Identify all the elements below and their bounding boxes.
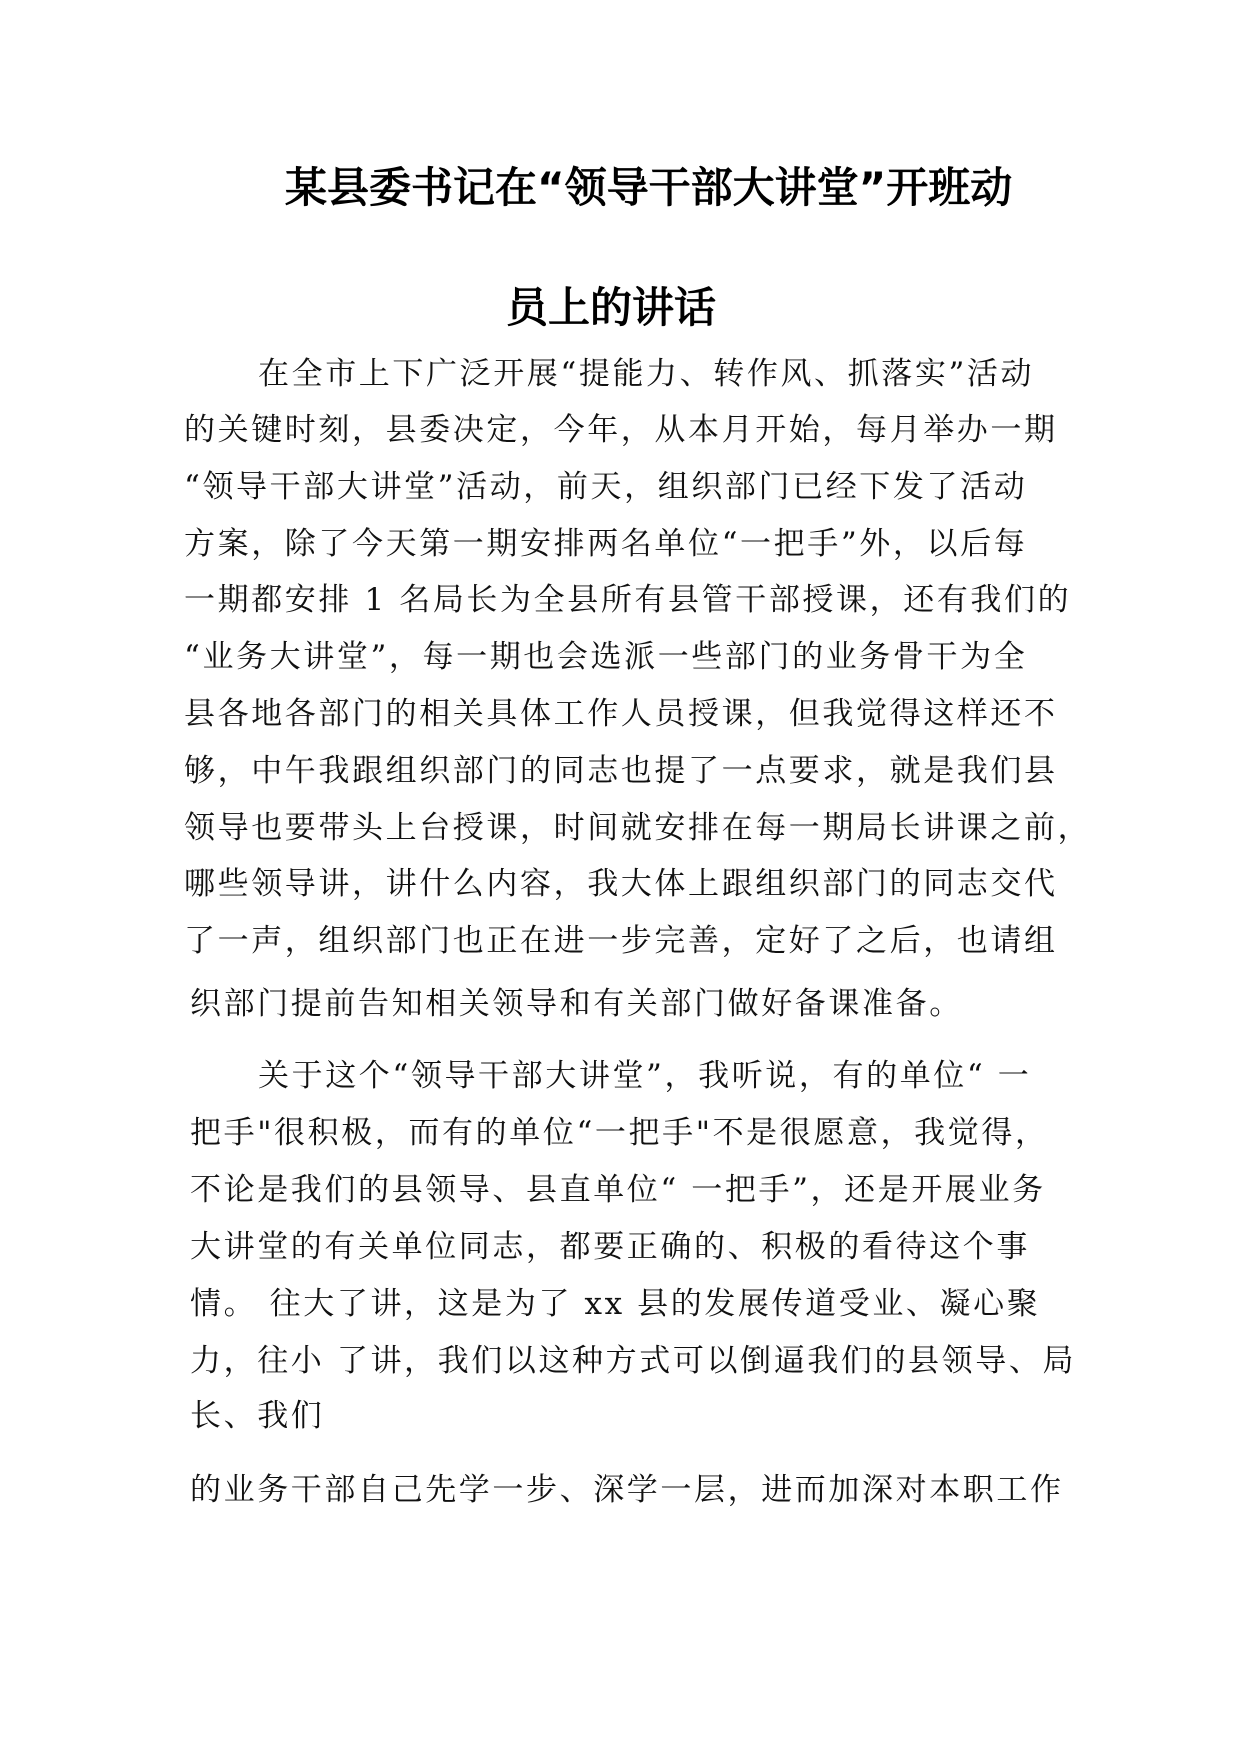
paragraph-line: 的业务干部自己先学一步、深学一层，进而加深对本职工作: [190, 1472, 1064, 1508]
paragraph-line: 长、我们: [190, 1398, 325, 1434]
paragraph-line: 在全市上下广泛开展“提能力、转作风、抓落实”活动: [258, 356, 1035, 392]
paragraph-line: 够，中午我跟组织部门的同志也提了一点要求，就是我们县: [184, 753, 1058, 789]
document-title-line-1: 某县委书记在“领导干部大讲堂”开班动: [285, 163, 1013, 212]
paragraph-line: 县各地各部门的相关具体工作人员授课，但我觉得这样还不: [184, 696, 1058, 732]
paragraph-line: 情。 往大了讲，这是为了 xx 县的发展传道受业、凝心聚: [190, 1286, 1041, 1322]
paragraph-line: 一期都安排 1 名局长为全县所有县管干部授课，还有我们的: [184, 582, 1072, 618]
paragraph-line: “领导干部大讲堂”活动，前天，组织部门已经下发了活动: [184, 469, 1028, 505]
document-title-line-2: 员上的讲话: [506, 283, 717, 332]
paragraph-line: 织部门提前告知相关领导和有关部门做好备课准备。: [190, 986, 963, 1022]
paragraph-line: 领导也要带头上台授课，时间就安排在每一期局长讲课之前，: [184, 810, 1092, 846]
paragraph-line: 把手"很积极，而有的单位“一把手"不是很愿意，我觉得，: [190, 1115, 1049, 1151]
paragraph-line: 不论是我们的县领导、县直单位“ 一把手”，还是开展业务: [190, 1172, 1046, 1208]
paragraph-line: 的关键时刻，县委决定，今年，从本月开始，每月举办一期: [184, 412, 1058, 448]
paragraph-line: 方案，除了今天第一期安排两名单位“一把手”外，以后每: [184, 526, 1028, 562]
paragraph-line: 了一声，组织部门也正在进一步完善，定好了之后，也请组: [184, 923, 1058, 959]
paragraph-line: 哪些领导讲，讲什么内容，我大体上跟组织部门的同志交代: [184, 866, 1058, 902]
paragraph-line: 关于这个“领导干部大讲堂”，我听说，有的单位“ 一: [258, 1058, 1032, 1094]
paragraph-line: 大讲堂的有关单位同志，都要正确的、积极的看待这个事: [190, 1229, 1030, 1265]
paragraph-line: “业务大讲堂”，每一期也会选派一些部门的业务骨干为全: [184, 639, 1028, 675]
paragraph-line: 力，往小 了讲，我们以这种方式可以倒逼我们的县领导、局: [190, 1343, 1077, 1379]
